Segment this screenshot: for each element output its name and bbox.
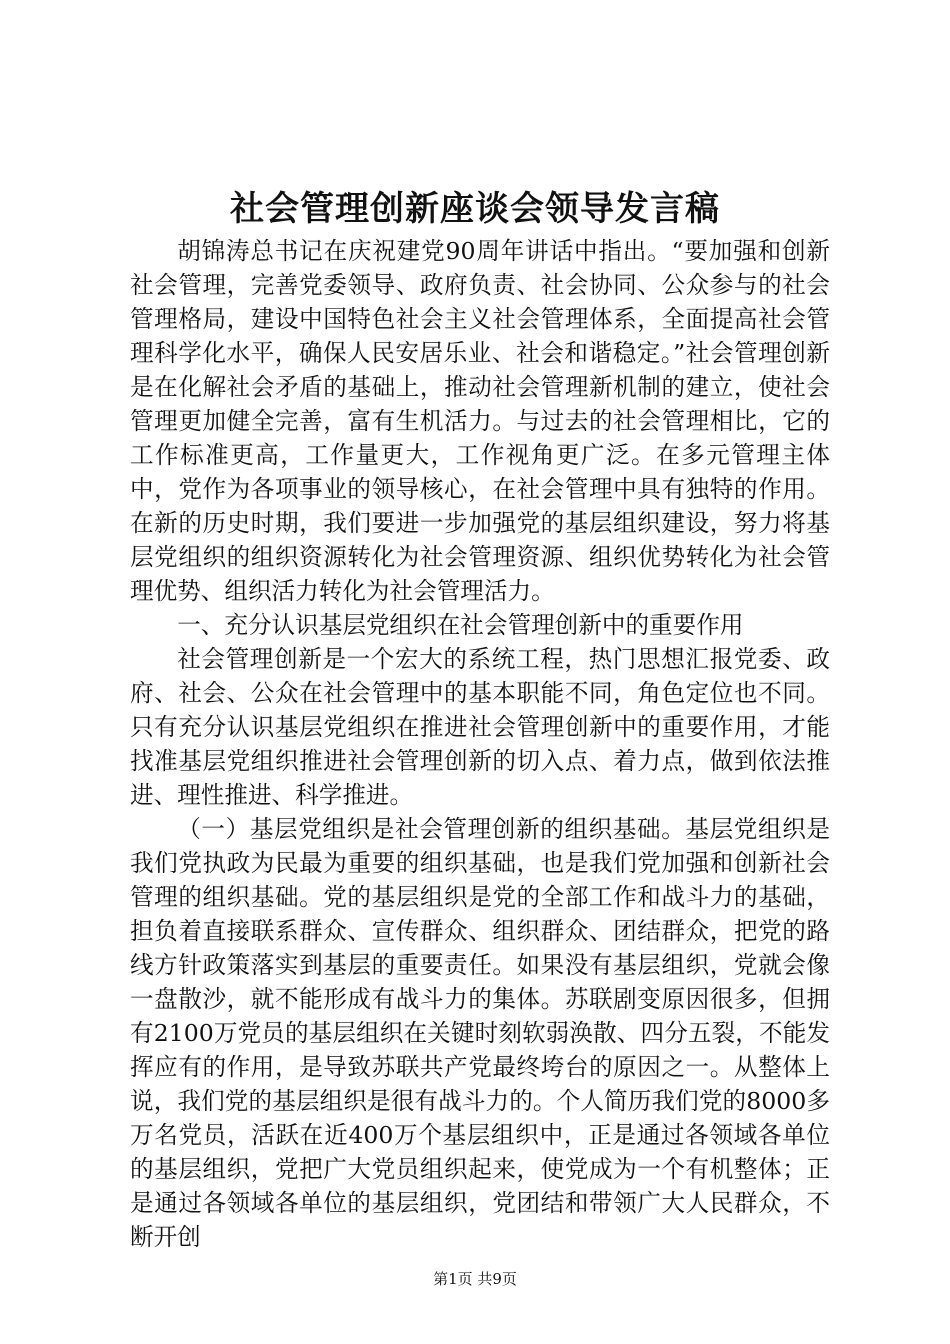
paragraph-section-1: 社会管理创新是一个宏大的系统工程，热门思想汇报党委、政府、社会、公众在社会管理中的基本职能不同，角色定位也不同。只有充分认识基层党组织在推进社会管理创新中的重要作用，才能找准基层党组织推进社会管理创新的切入点、着力点，做到依法推进、理性推进、科学推进。 (130, 645, 830, 809)
document-body (130, 234, 830, 1254)
paragraph-intro: 胡锦涛总书记在庆祝建党90周年讲话中指出。“要加强和创新社会管理，完善党委领导、政府负责、社会协同、公众参与的社会管理格局，建设中国特色社会主义社会管理体系，全面提高社会管理科学化水平，确保人民安居乐业、社会和谐稳定。”社会管理创新是在化解社会矛盾的基础上，推动社会管理新机制的建立，使社会管理更加健全完善，富有生机活力。与过去的社会管理相比，它的工作标准更高，工作量更大，工作视角更广泛。在多元管理主体中，党作为各项事业的领导核心，在社会管理中具有独特的作用。在新的历史时期，我们要进一步加强党的基层组织建设，努力将基层党组织的组织资源转化为社会管理资源、组织优势转化为社会管理优势、组织活力转化为社会管理活力。 (130, 237, 830, 605)
paragraph-subsection-1: （一）基层党组织是社会管理创新的组织基础。基层党组织是我们党执政为民最为重要的组织基础，也是我们党加强和创新社会管理的组织基础。党的基层组织是党的全部工作和战斗力的基础，担负着直接联系群众、宣传群众、组织群众、团结群众，把党的路线方针政策落实到基层的重要责任。如果没有基层组织，党就会像一盘散沙，就不能形成有战斗力的集体。苏联剧变原因很多，但拥有2100万党员的基层组织在关键时刻软弱涣散、四分五裂，不能发挥应有的作用，是导致苏联共产党最终垮台的原因之一。从整体上说，我们党的基层组织是很有战斗力的。个人简历我们党的8000多万名党员，活跃在近400万个基层组织中，正是通过各领域各单位的基层组织，党把广大党员组织起来，使党成为一个有机整体；正是通过各领域各单位的基层组织，党团结和带领广大人民群众，不断开创 (130, 815, 830, 1251)
document-title: 社会管理创新座谈会领导发言稿 (230, 189, 720, 229)
section-heading-1: 一、充分认识基层党组织在社会管理创新中的重要作用 (177, 611, 744, 639)
page-footer: 第1页 共9页 (433, 1270, 517, 1288)
